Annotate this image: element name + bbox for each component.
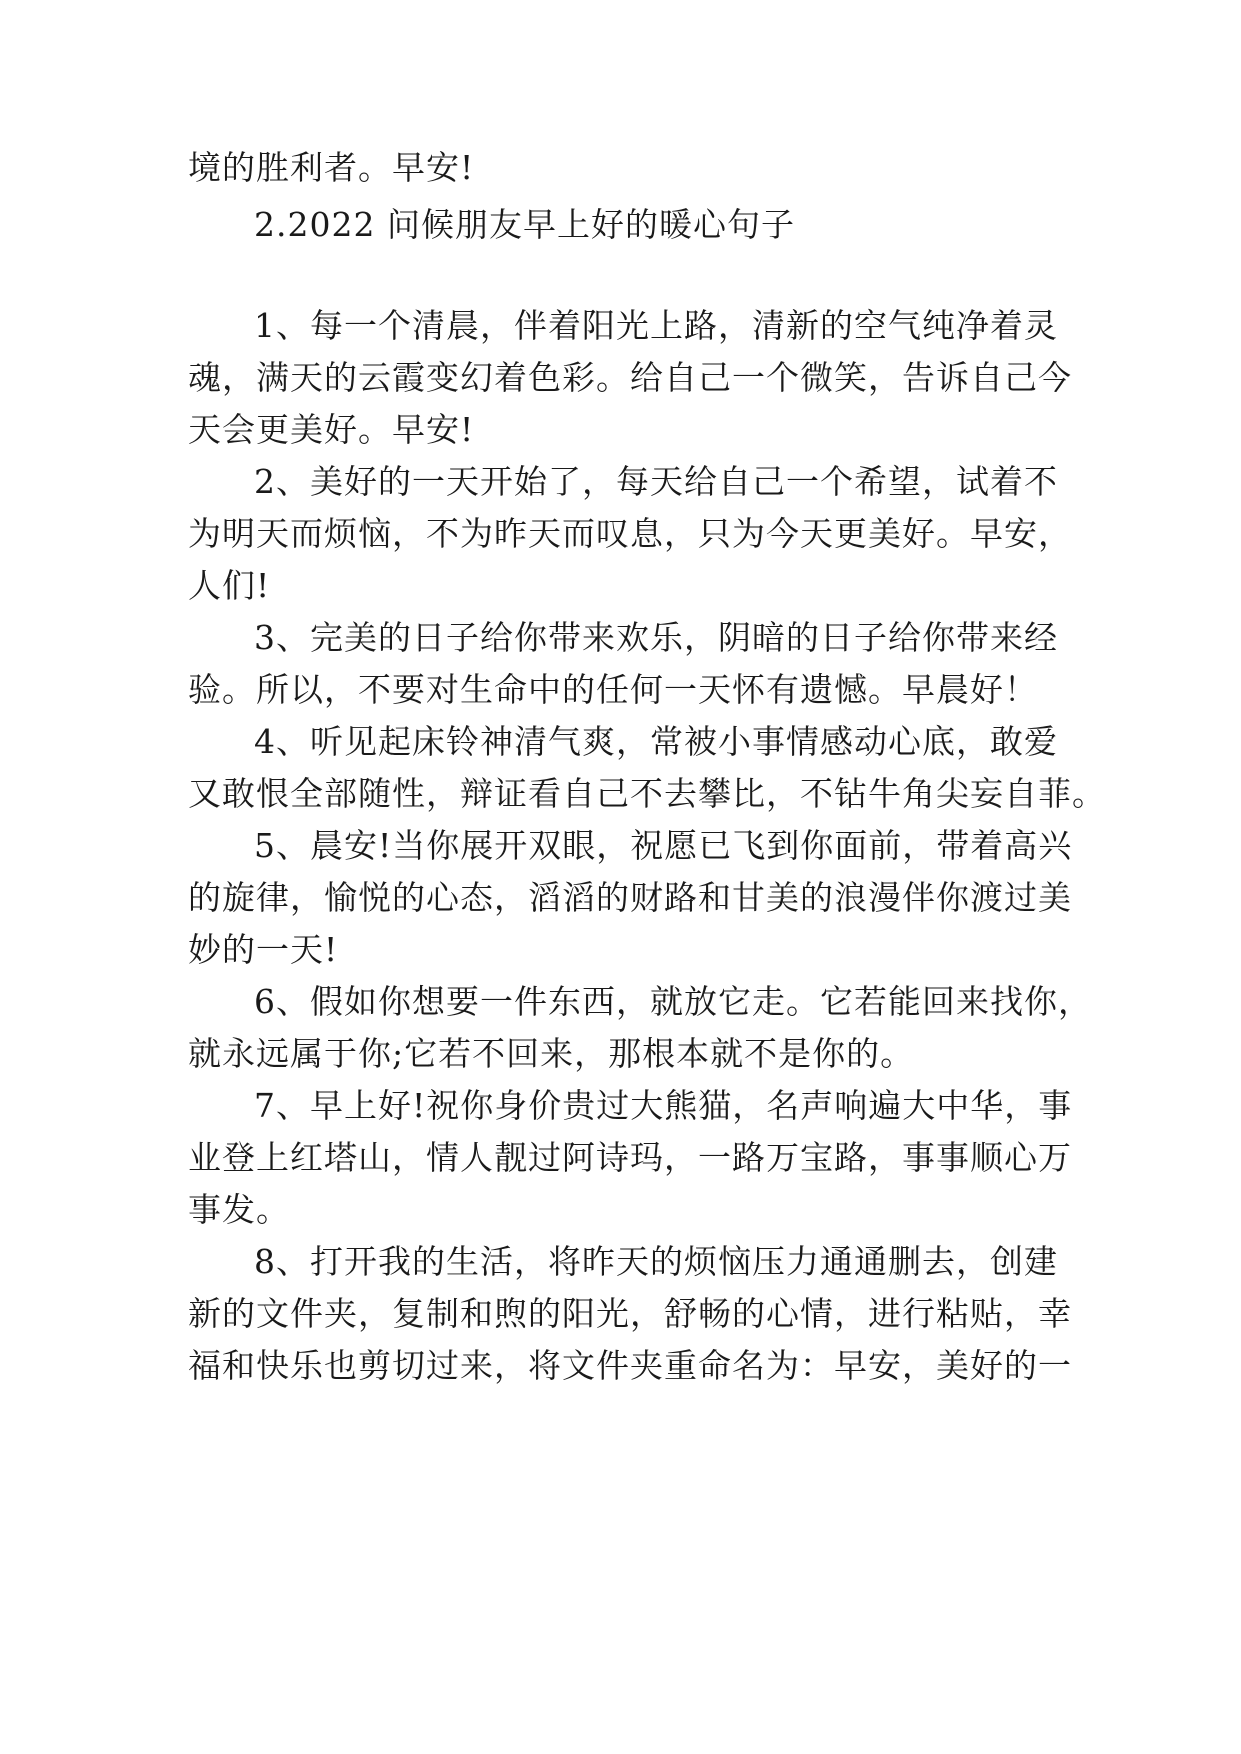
text-line: 人们! [188, 566, 271, 605]
text-line: 的旋律，愉悦的心态，滔滔的财路和甘美的浪漫伴你渡过美 [188, 878, 1072, 917]
text-line: 就永远属于你;它若不回来，那根本就不是你的。 [188, 1034, 915, 1073]
text-line: 天会更美好。早安! [188, 410, 475, 449]
text-line: 2、美好的一天开始了，每天给自己一个希望，试着不 [254, 462, 1058, 501]
text-line: 6、假如你想要一件东西，就放它走。它若能回来找你， [254, 982, 1092, 1021]
text-line: 7、早上好!祝你身价贵过大熊猫，名声响遍大中华，事 [254, 1086, 1073, 1125]
text-line: 验。所以，不要对生命中的任何一天怀有遗憾。早晨好！ [188, 670, 1038, 709]
text-line: 为明天而烦恼，不为昨天而叹息，只为今天更美好。早安， [188, 514, 1072, 553]
text-line: 事发。 [188, 1190, 290, 1229]
text-line: 3、完美的日子给你带来欢乐，阴暗的日子给你带来经 [254, 618, 1058, 657]
text-line: 又敢恨全部随性，辩证看自己不去攀比，不钻牛角尖妄自菲。 [188, 774, 1106, 813]
text-line: 妙的一天! [188, 930, 339, 969]
text-line: 8、打开我的生活，将昨天的烦恼压力通通删去，创建 [254, 1242, 1058, 1281]
text-line: 新的文件夹，复制和煦的阳光，舒畅的心情，进行粘贴，幸 [188, 1294, 1072, 1333]
text-line: 5、晨安!当你展开双眼，祝愿已飞到你面前，带着高兴 [254, 826, 1073, 865]
text-line: 魂，满天的云霞变幻着色彩。给自己一个微笑，告诉自己今 [188, 358, 1072, 397]
section-heading: 2.2022 问候朋友早上好的暖心句子 [254, 205, 795, 244]
text-line: 福和快乐也剪切过来，将文件夹重命名为：早安，美好的一 [188, 1346, 1072, 1385]
text-line: 境的胜利者。早安! [188, 148, 475, 187]
text-line: 4、听见起床铃神清气爽，常被小事情感动心底，敢爱 [254, 722, 1058, 761]
text-line: 业登上红塔山，情人靓过阿诗玛，一路万宝路，事事顺心万 [188, 1138, 1072, 1177]
text-line: 1、每一个清晨，伴着阳光上路，清新的空气纯净着灵 [254, 306, 1058, 345]
